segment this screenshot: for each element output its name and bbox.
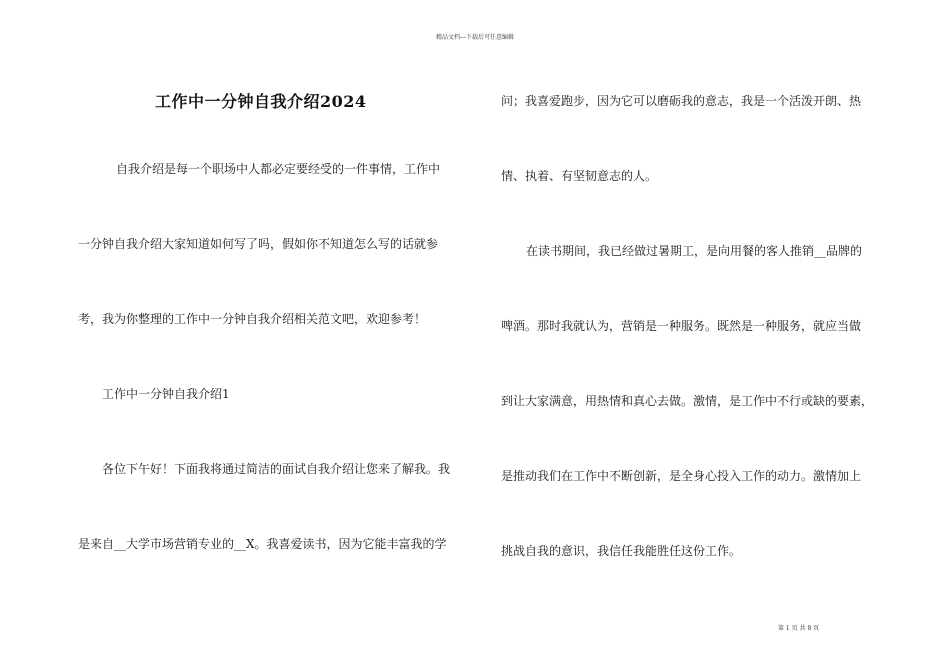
body-line: 问；我喜爱跑步，因为它可以磨砺我的意志，我是一个活泼开朗、热 bbox=[501, 94, 862, 108]
body-line: 各位下午好！下面我将通过简洁的面试自我介绍让您来了解我。我 bbox=[102, 462, 451, 476]
body-line: 考，我为你整理的工作中一分钟自我介绍相关范文吧，欢迎参考！ bbox=[78, 312, 427, 326]
body-line: 是来自__大学市场营销专业的__X。我喜爱读书，因为它能丰富我的学 bbox=[78, 537, 447, 551]
body-line: 是推动我们在工作中不断创新，是全身心投入工作的动力。激情加上 bbox=[501, 469, 862, 483]
body-line: 在读书期间，我已经做过暑期工，是向用餐的客人推销__品牌的 bbox=[526, 244, 863, 258]
body-line: 情、执着、有坚韧意志的人。 bbox=[501, 169, 658, 183]
body-line: 一分钟自我介绍大家知道如何写了吗，假如你不知道怎么写的话就参 bbox=[78, 237, 439, 251]
body-line: 到让大家满意，用热情和真心去做。激情，是工作中不行或缺的要素， bbox=[501, 394, 874, 408]
document-title: 工作中一分钟自我介绍2024 bbox=[155, 92, 367, 111]
body-line: 自我介绍是每一个职场中人都必定要经受的一件事情，工作中 bbox=[116, 162, 441, 176]
section-heading: 工作中一分钟自我介绍1 bbox=[102, 387, 230, 401]
body-line: 挑战自我的意识，我信任我能胜任这份工作。 bbox=[501, 544, 742, 558]
header-note: 精品文档---下载后可任意编辑 bbox=[435, 34, 515, 41]
body-line: 啤酒。那时我就认为，营销是一种服务。既然是一种服务，就应当做 bbox=[501, 319, 862, 333]
page-number: 第 1 页 共 8 页 bbox=[778, 625, 820, 632]
